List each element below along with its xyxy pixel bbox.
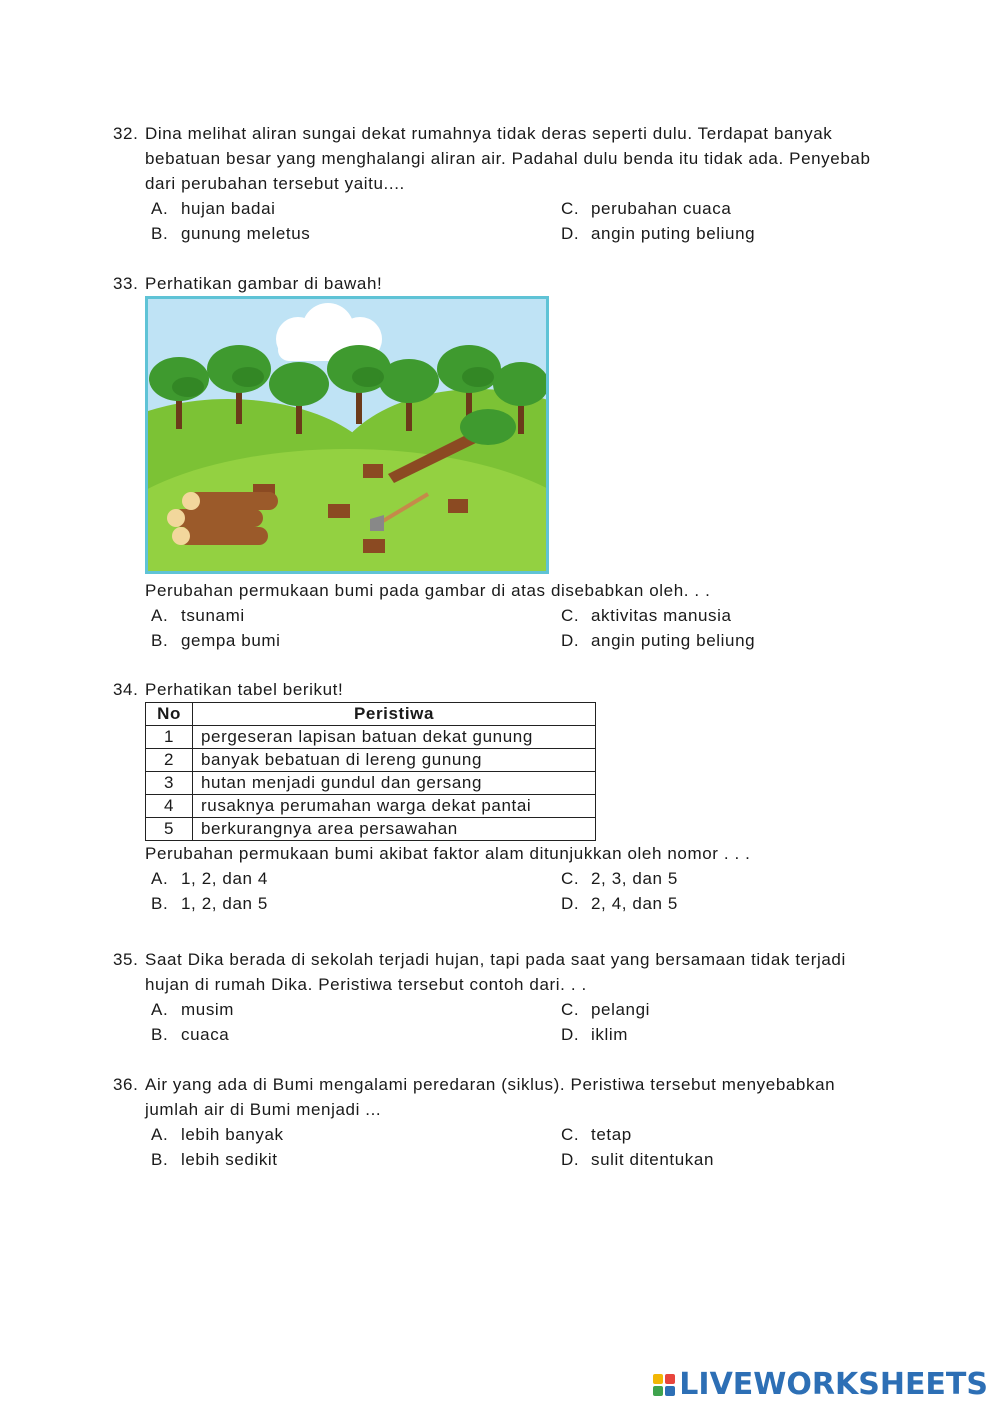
option-letter: D.	[561, 894, 580, 913]
option-text: 1, 2, dan 4	[181, 869, 268, 888]
option-letter: C.	[561, 606, 580, 625]
option-letter: D.	[561, 631, 580, 650]
option-a[interactable]	[151, 1122, 561, 1147]
option-d[interactable]	[561, 1147, 921, 1172]
question-prompt: Perubahan permukaan bumi akibat faktor alam ditunjukkan oleh nomor . . .	[145, 844, 751, 863]
options	[151, 866, 893, 916]
question-text: Air yang ada di Bumi mengalami peredaran (siklus). Peristiwa tersebut menyebabkan jumlah air di Bumi menjadi ...	[145, 1075, 836, 1119]
option-b[interactable]	[151, 1147, 561, 1172]
option-text: hujan badai	[181, 199, 276, 218]
table-header-peristiwa: Peristiwa	[193, 703, 596, 726]
question-number: 33.	[113, 274, 139, 293]
option-text: lebih banyak	[181, 1125, 284, 1144]
question-text: Perhatikan gambar di bawah!	[145, 274, 383, 293]
option-letter: B.	[151, 1025, 169, 1044]
option-b[interactable]	[151, 891, 561, 916]
question-number: 36.	[113, 1075, 139, 1094]
option-c[interactable]	[561, 603, 921, 628]
question-34	[113, 677, 893, 916]
question-text: Saat Dika berada di sekolah terjadi hujan, tapi pada saat yang bersamaan tidak terjadi hujan di rumah Dika. Peristiwa tersebut contoh dari. . .	[145, 950, 846, 994]
table-header-row	[146, 703, 596, 726]
option-b[interactable]	[151, 221, 561, 246]
option-d[interactable]	[561, 221, 921, 246]
option-d[interactable]	[561, 628, 921, 653]
option-letter: B.	[151, 894, 169, 913]
table-cell-event: rusaknya perumahan warga dekat pantai	[193, 795, 596, 818]
option-d[interactable]	[561, 891, 921, 916]
table-cell-no: 5	[146, 818, 193, 841]
option-c[interactable]	[561, 866, 921, 891]
deforestation-illustration	[145, 296, 549, 574]
table-cell-event: hutan menjadi gundul dan gersang	[193, 772, 596, 795]
options	[151, 997, 893, 1047]
brand-name: LIVEWORKSHEETS	[679, 1367, 988, 1402]
question-number: 32.	[113, 124, 139, 143]
option-letter: A.	[151, 1125, 169, 1144]
question-32	[113, 121, 893, 246]
table-row	[146, 749, 596, 772]
table-row	[146, 726, 596, 749]
question-prompt: Perubahan permukaan bumi pada gambar di atas disebabkan oleh. . .	[145, 581, 711, 600]
option-letter: D.	[561, 1025, 580, 1044]
option-letter: C.	[561, 869, 580, 888]
question-number: 35.	[113, 950, 139, 969]
option-letter: A.	[151, 1000, 169, 1019]
option-text: perubahan cuaca	[591, 199, 732, 218]
table-header-no: No	[146, 703, 193, 726]
option-text: 1, 2, dan 5	[181, 894, 268, 913]
table-cell-event: banyak bebatuan di lereng gunung	[193, 749, 596, 772]
table-row	[146, 795, 596, 818]
option-b[interactable]	[151, 628, 561, 653]
option-letter: A.	[151, 606, 169, 625]
option-letter: B.	[151, 1150, 169, 1169]
option-text: sulit ditentukan	[591, 1150, 715, 1169]
options	[151, 603, 893, 653]
option-text: pelangi	[591, 1000, 651, 1019]
option-a[interactable]	[151, 196, 561, 221]
question-36	[113, 1072, 893, 1172]
option-letter: A.	[151, 199, 169, 218]
option-letter: C.	[561, 199, 580, 218]
table-cell-no: 3	[146, 772, 193, 795]
option-text: 2, 3, dan 5	[591, 869, 678, 888]
option-letter: C.	[561, 1125, 580, 1144]
option-letter: A.	[151, 869, 169, 888]
option-text: cuaca	[181, 1025, 230, 1044]
option-text: gunung meletus	[181, 224, 311, 243]
table-cell-no: 1	[146, 726, 193, 749]
option-text: iklim	[591, 1025, 628, 1044]
option-b[interactable]	[151, 1022, 561, 1047]
table-cell-event: berkurangnya area persawahan	[193, 818, 596, 841]
table-cell-event: pergeseran lapisan batuan dekat gunung	[193, 726, 596, 749]
question-33	[113, 271, 893, 653]
events-table	[145, 702, 596, 841]
option-text: 2, 4, dan 5	[591, 894, 678, 913]
liveworksheets-logo[interactable]	[653, 1367, 988, 1402]
table-cell-no: 4	[146, 795, 193, 818]
option-letter: D.	[561, 224, 580, 243]
option-letter: D.	[561, 1150, 580, 1169]
option-text: angin puting beliung	[591, 224, 756, 243]
options	[151, 1122, 893, 1172]
option-c[interactable]	[561, 1122, 921, 1147]
option-text: aktivitas manusia	[591, 606, 732, 625]
option-c[interactable]	[561, 997, 921, 1022]
option-text: musim	[181, 1000, 235, 1019]
option-c[interactable]	[561, 196, 921, 221]
options	[151, 196, 893, 246]
option-letter: B.	[151, 631, 169, 650]
option-text: gempa bumi	[181, 631, 281, 650]
question-number: 34.	[113, 680, 139, 699]
option-a[interactable]	[151, 866, 561, 891]
option-a[interactable]	[151, 603, 561, 628]
table-row	[146, 818, 596, 841]
table-row	[146, 772, 596, 795]
option-letter: C.	[561, 1000, 580, 1019]
option-text: tetap	[591, 1125, 632, 1144]
question-text: Perhatikan tabel berikut!	[145, 680, 344, 699]
option-text: angin puting beliung	[591, 631, 756, 650]
option-letter: B.	[151, 224, 169, 243]
option-d[interactable]	[561, 1022, 921, 1047]
option-text: lebih sedikit	[181, 1150, 278, 1169]
liveworksheets-logo-icon	[653, 1374, 675, 1396]
question-35	[113, 947, 893, 1047]
option-text: tsunami	[181, 606, 245, 625]
table-cell-no: 2	[146, 749, 193, 772]
option-a[interactable]	[151, 997, 561, 1022]
question-text: Dina melihat aliran sungai dekat rumahnya tidak deras seperti dulu. Terdapat banyak bebatuan besar yang menghalangi aliran air. Padahal dulu benda itu tidak ada. Penyebab dari perubahan tersebut yaitu....	[145, 124, 871, 193]
